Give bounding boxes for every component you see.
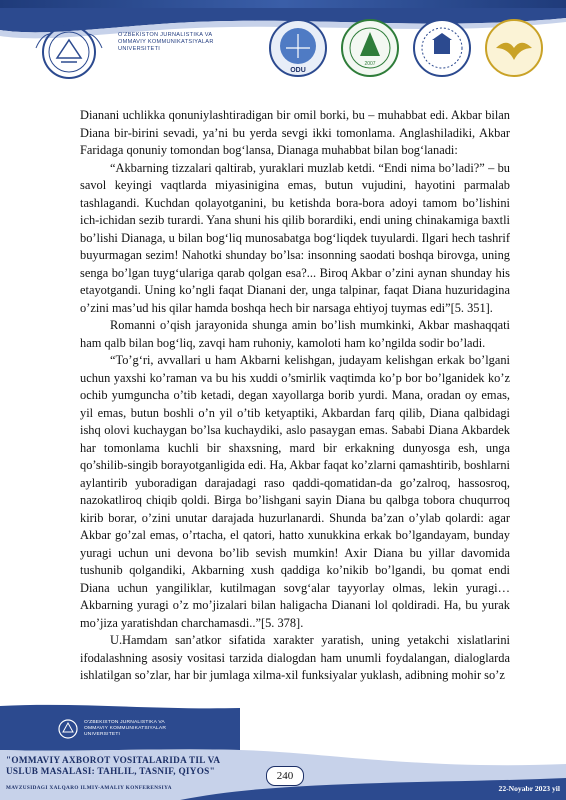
- svg-text:ODU: ODU: [290, 67, 306, 74]
- page-footer: [0, 700, 566, 800]
- page-number: 240: [266, 766, 304, 786]
- article-body: [80, 107, 510, 685]
- odu-university-logo: [268, 18, 328, 78]
- quote-paragraph: “Akbarning tizzalari qaltirab, yuraklari muzlab ketdi. “Endi nima bo’ladi?” – bu savol keyingi vaqtlarda miyasinigina emas, butun vujudini, hayotini parmalab tashlagandi. Kuchdan qolayotganini, bu ketishda bora-bora adoyi tamom bo’lishini ich-ichidan sezib turardi. Yana shuni his qilib borardiki, endi uning chinakamiga baxtli bo’lishi Dianaga, u bilan bog‘liq munosabatga bog‘liqdek tuyulardi. Ilgari hech tashrif buyurmagan sezim! Nahotki shunday bo’lsa: insonning saodati boshqa birovga, uning senga bo’lgan tuyg‘ulariga qarab qolgan esa?... Biroq Akbar o’zini aynan shunday his etayotgandi. Uning ko’ngli faqat Dianani der, unga talpinar, faqat Diana huzuridagina o’zini mas’ud his qilar hamda boshqa hech bir narsaga ehtiyoj tuymas edi”[5. 351].: [80, 160, 510, 315]
- paragraph: Romanni o’qish jarayonida shunga amin bo’lish mumkinki, Akbar mashaqqati ham qalb bilan bog‘liq, zavqi ham ruhoniy, kamoloti ham ko’ngilda sodir bo’ladi.: [80, 318, 510, 350]
- svg-text:2007: 2007: [364, 61, 376, 67]
- footer-university-icon: [58, 718, 78, 740]
- partner-university-seal-logo: [412, 18, 472, 78]
- university-emblem-logo: [30, 22, 108, 82]
- artvin-coruh-university-logo: [340, 18, 400, 78]
- conference-title: "OMMAVIY AXBOROT VOSITALARIDA TIL VA USLUB MASALASI: TAHLIL, TASNIF, QIYOS": [6, 755, 221, 776]
- paragraph: U.Hamdam san’atkor sifatida xarakter yaratish, uning yetakchi xislatlarini ifodalashning asosiy vositasi tarzida dialogdan ham unumli foydalangan, dialoglarda ishlatilgan so’zlar, har bir jumlaga xilma-xil funksiyalar yuklash, adibning mohir so’z: [80, 633, 510, 682]
- conference-subtitle: MAVZUSIDAGI XALQARO ILMIY-AMALIY KONFERENSIYA: [6, 785, 172, 791]
- quote-paragraph: “To’g‘ri, avvallari u ham Akbarni kelishgan, judayam kelishgan erkak bo’lgani uchun yaxshi ko’raman va bu his xuddi o’smirlik vaqtimda ko’p bor bo’lganidek ko’z ochib yumguncha o’tib ketadi, degan xayollarga borib yurdi. Mana, oradan oy emas, yil emas, butun boshli o’n yil o’tib ketyaptiki, Akbardan farq qilib, Diana qalbidagi ishq olovi kuchaygan bo’lsa kuchaydiki, aslo pasaygan emas. Sababi Diana Akbardek har tomonlama kuchli bir shaxsning, mard bir erkakning dunyosga esh, unga qo’shilib-singib borayotganligida edi. Ha, Akbar faqat ko’zlarni qamashtirib, boshlarni aylantirib yuboradigan darajadagi raso qaddi-qomatidan-da go’zalroq, hassosroq, nazokatliroq chiqib qoldi. Birga bo’lishgani sayin Diana bu qalbga tobora chuqurroq kirib borar, o’zini unutar darajada huzurlanardi. Shunda ba’zan o’ylab qolardi: agar Akbar go’zal emas, o’rtacha, el qatori, hatto xunukkina erkak bo’lgandayam, bunday yuragi uchun uni devona bo’lib sevish mumkin! Axir Diana bu yillar davomida tushunib qolgandiki, Akbarning xush qaddiga ko’nikib bo’lgandi, bu qomat endi Diana uchun yangiliklar, kutilmagan sovg‘alar tayyorlay olmas, lekin yuragi… Akbarning yuragi o’z mo’jizalari bilan haligacha Dianani lol qoldiradi. Ha, bu yurak mo’jiza yaratishdan charchamasdi..”[5. 378].: [80, 353, 510, 630]
- eagle-emblem-logo: [484, 18, 544, 78]
- paragraph: Dianani uchlikka qonuniylashtiradigan bir omil borki, bu – muhabbat edi. Akbar bilan Diana bir-birini sevadi, ya’ni bu yerda sevgi ikki tomonlama. Anglashiladiki, Akbar Faridaga qonuniy tomondan bog‘lansa, Dianaga muhabbat bilan bog‘lanadi:: [80, 108, 510, 157]
- footer-university-name: O'ZBEKISTON JURNALISTIKA VA OMMAVIY KOMMUNIKATSIYALAR UNIVERSITETI: [84, 720, 167, 737]
- conference-date: 22-Noyabr 2023 yil: [498, 784, 560, 793]
- page-header: [0, 0, 566, 93]
- university-name: O'ZBEKISTON JURNALISTIKA VA OMMAVIY KOMMUNIKATSIYALAR UNIVERSITETI: [118, 32, 214, 52]
